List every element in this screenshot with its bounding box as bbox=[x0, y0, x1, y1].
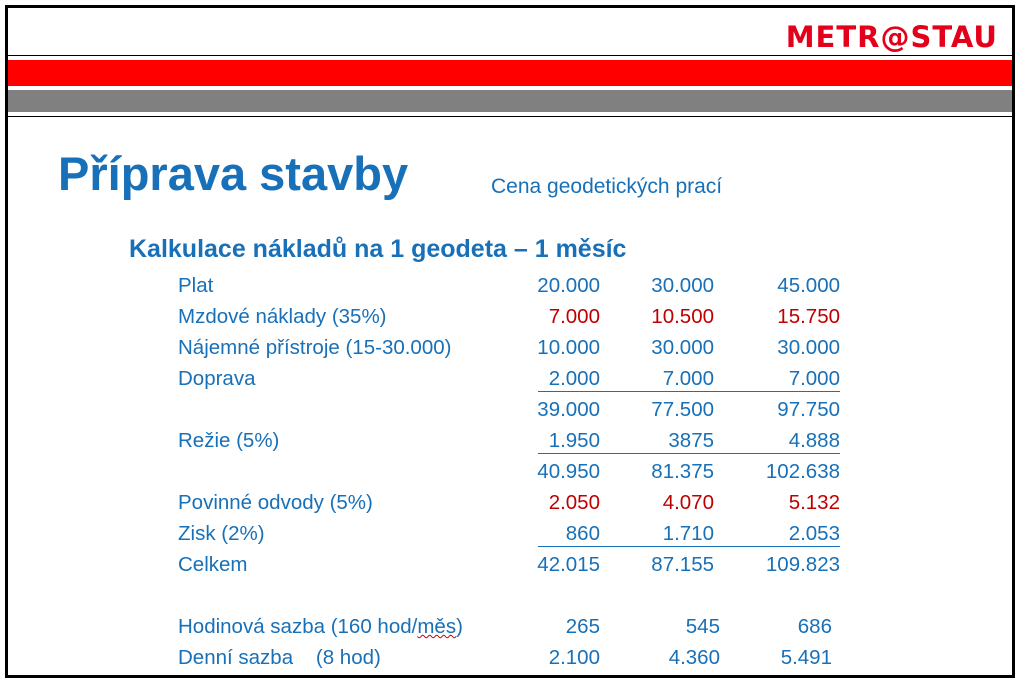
value-cell: 5.132 bbox=[788, 491, 840, 514]
rate-label-unit: měs bbox=[417, 615, 457, 638]
slide-frame bbox=[5, 5, 1015, 678]
header-divider-bottom bbox=[8, 116, 1012, 117]
value-cell: 2.000 bbox=[548, 367, 600, 390]
value-cell: 30.000 bbox=[777, 336, 840, 359]
value-cell: 77.500 bbox=[651, 398, 714, 421]
red-header-bar bbox=[8, 60, 1012, 86]
value-cell: 87.155 bbox=[651, 553, 714, 576]
value-cell: 1.950 bbox=[548, 429, 600, 452]
table-row bbox=[178, 456, 878, 487]
metrostav-logo: METR@STAU bbox=[785, 20, 998, 54]
row-label: Plat bbox=[178, 274, 214, 297]
value-cell: 1.710 bbox=[662, 522, 714, 545]
row-label: Mzdové náklady (35%) bbox=[178, 305, 387, 328]
subtotal-line bbox=[538, 546, 840, 547]
value-cell: 102.638 bbox=[765, 460, 840, 483]
table-row bbox=[178, 270, 878, 301]
row-label: Povinné odvody (5%) bbox=[178, 491, 373, 514]
table-row bbox=[178, 332, 878, 363]
rate-label bbox=[178, 615, 463, 639]
table-row bbox=[178, 394, 878, 425]
table-row bbox=[178, 549, 878, 580]
value-cell: 45.000 bbox=[777, 274, 840, 297]
table-spacer bbox=[178, 580, 878, 611]
page-subtitle: Cena geodetických prací bbox=[491, 175, 723, 198]
table-row bbox=[178, 425, 878, 456]
value-cell: 5.491 bbox=[780, 646, 832, 669]
value-cell: 15.750 bbox=[777, 305, 840, 328]
cost-table bbox=[178, 270, 878, 673]
value-cell: 10.000 bbox=[537, 336, 600, 359]
value-cell: 39.000 bbox=[537, 398, 600, 421]
table-row bbox=[178, 518, 878, 549]
value-cell: 97.750 bbox=[777, 398, 840, 421]
value-cell: 2.053 bbox=[788, 522, 840, 545]
value-cell: 7.000 bbox=[662, 367, 714, 390]
subtotal-line bbox=[538, 453, 840, 454]
value-cell: 860 bbox=[565, 522, 600, 545]
value-cell: 4.360 bbox=[668, 646, 720, 669]
value-cell: 7.000 bbox=[788, 367, 840, 390]
value-cell: 109.823 bbox=[765, 553, 840, 576]
value-cell: 30.000 bbox=[651, 274, 714, 297]
table-row bbox=[178, 487, 878, 518]
section-heading: Kalkulace nákladů na 1 geodeta – 1 měsíc bbox=[129, 235, 627, 263]
value-cell: 2.100 bbox=[548, 646, 600, 669]
page-title: Příprava stavby bbox=[58, 147, 409, 200]
gray-header-bar bbox=[8, 90, 1012, 112]
subtotal-line bbox=[538, 391, 840, 392]
table-row bbox=[178, 301, 878, 332]
value-cell: 20.000 bbox=[537, 274, 600, 297]
value-cell: 81.375 bbox=[651, 460, 714, 483]
value-cell: 10.500 bbox=[651, 305, 714, 328]
row-label: Celkem bbox=[178, 553, 248, 576]
rate-label: Denní sazba (8 hod) bbox=[178, 646, 381, 669]
value-cell: 40.950 bbox=[537, 460, 600, 483]
value-cell: 686 bbox=[797, 615, 832, 638]
value-cell: 3875 bbox=[668, 429, 714, 452]
value-cell: 4.070 bbox=[662, 491, 714, 514]
value-cell: 30.000 bbox=[651, 336, 714, 359]
value-cell: 545 bbox=[685, 615, 720, 638]
row-label: Režie (5%) bbox=[178, 429, 280, 452]
value-cell: 4.888 bbox=[788, 429, 840, 452]
value-cell: 265 bbox=[565, 615, 600, 638]
rate-label-start: Hodinová sazba (160 hod/ bbox=[178, 615, 418, 638]
table-row bbox=[178, 363, 878, 394]
value-cell: 2.050 bbox=[548, 491, 600, 514]
row-label: Doprava bbox=[178, 367, 256, 390]
row-label: Zisk (2%) bbox=[178, 522, 265, 545]
header-divider bbox=[8, 55, 1012, 56]
row-label: Nájemné přístroje (15-30.000) bbox=[178, 336, 452, 359]
rate-row bbox=[178, 642, 878, 673]
value-cell: 42.015 bbox=[537, 553, 600, 576]
value-cell: 7.000 bbox=[548, 305, 600, 328]
rate-label-end: ) bbox=[456, 615, 463, 638]
rate-row bbox=[178, 611, 878, 642]
